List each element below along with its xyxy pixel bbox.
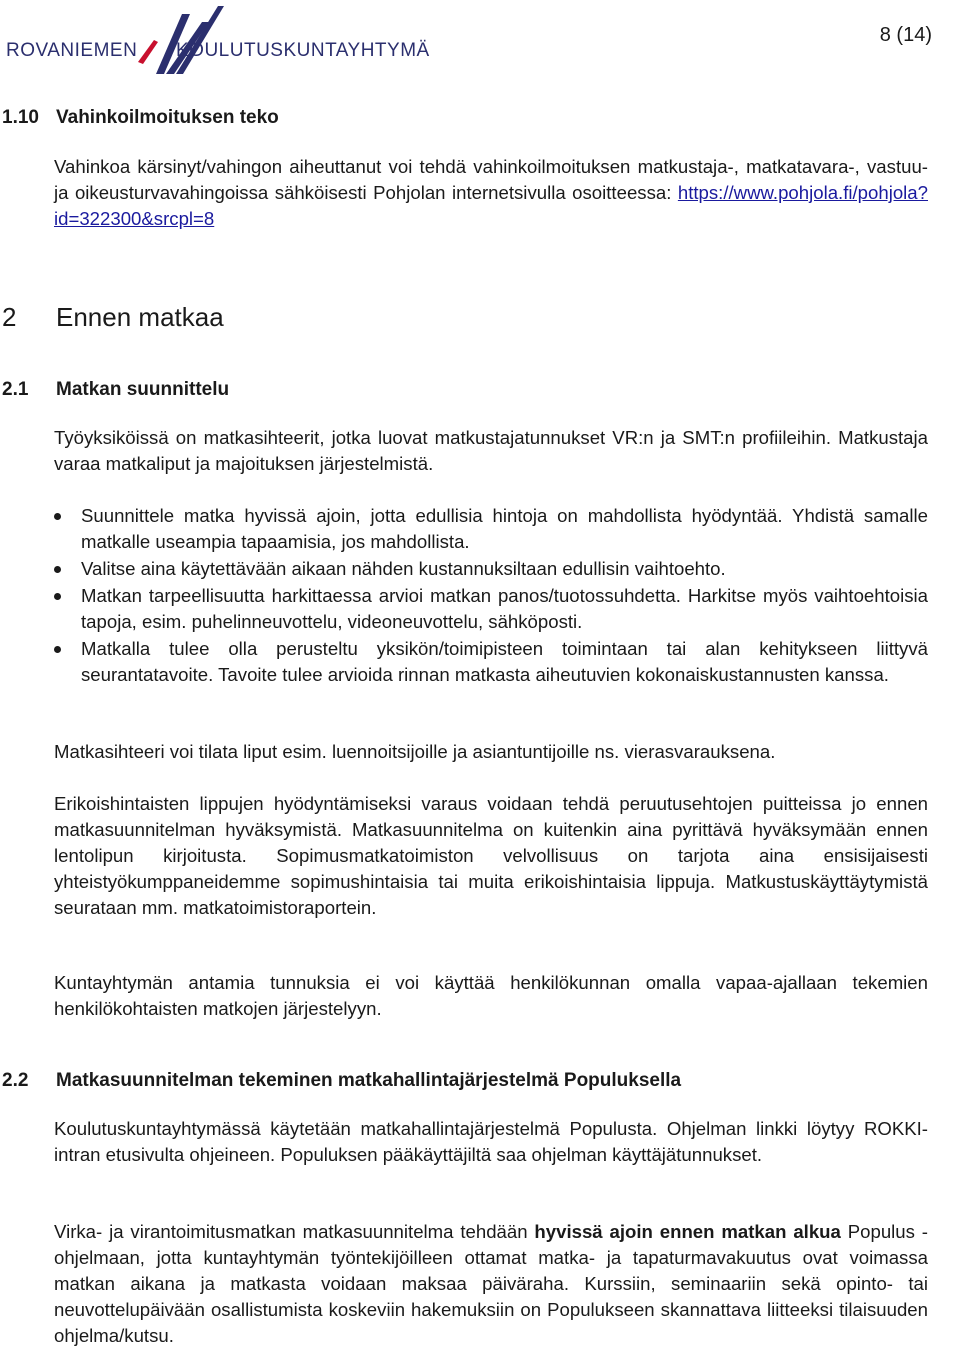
bullet-icon [54,646,61,653]
section-2-2-paragraph-1: Koulutuskuntayhtymässä käytetään matkahallintajärjestelmä Populusta. Ohjelman linkki löytyy ROKKI-intran etusivulta ohjeineen. Populuksen pääkäyttäjiltä saa ohjelman käyttäjätunnukset. [54,1118,928,1165]
list-item [54,636,928,688]
list-item [54,503,928,555]
bullet-text: Suunnittele matka hyvissä ajoin, jotta edullisia hintoja on mahdollista hyödyntää. Yhdistä samalle matkalle useampia tapaamisia, jos mahdollista. [81,505,928,552]
bullet-text: Matkan tarpeellisuutta harkittaessa arvioi matkan panos/tuotossuhdetta. Harkitse myös vaihtoehtoisia tapoja, esim. puhelinneuvottelu, videoneuvottelu, sähköposti. [81,585,928,632]
bullet-icon [54,593,61,600]
section-2-2-paragraph-2 [54,1219,928,1349]
bullet-text: Valitse aina käytettävään aikaan nähden kustannuksiltaan edullisin vaihtoehto. [81,558,726,579]
list-item [54,583,928,635]
section-2-2-title: Matkasuunnitelman tekeminen matkahallintajärjestelmä Populuksella [56,1070,682,1091]
chapter-2-number: 2 [2,302,17,332]
bullet-icon [54,566,61,573]
section-2-2-number: 2.2 [2,1070,29,1091]
page-number: 8 (14) [879,24,932,46]
organization-logo [6,4,430,76]
bullet-icon [54,513,61,520]
paragraph-text-start: Virka- ja virantoimitusmatkan matkasuunnitelma tehdään [54,1221,535,1242]
section-1-10-number: 1.10 [2,107,39,128]
section-1-10-title: Vahinkoilmoituksen teko [56,107,279,128]
section-2-1-number: 2.1 [2,379,29,400]
logo-text-right: KOULUTUSKUNTAYHTYMÄ [176,40,430,61]
bullet-text: Matkalla tulee olla perusteltu yksikön/toimipisteen toimintaan tai alan kehitykseen liittyvä seurantatavoite. Tavoite tulee arvioida rinnan matkasta aiheutuvien kokonaiskustannusten kanssa. [81,638,928,685]
section-1-10-paragraph [54,154,928,232]
section-2-1-paragraph-2: Erikoishintaisten lippujen hyödyntämiseksi varaus voidaan tehdä peruutusehtojen puitteissa jo ennen matkasuunnitelman hyväksymistä. Matkasuunnitelma on kuitenkin aina pyrittävä hyväksymään ennen lentolipun kirjoitusta. Sopimusmatkatoimiston velvollisuus on tarjota aina ensisijaisesti yhteistyökumppaneidemme sopimushintaisia tai muita erikoishintaisia lippuja. Matkustuskäyttäytymistä seurataan mm. matkatoimistoraportein. [54,793,928,918]
section-2-1-intro: Työyksiköissä on matkasihteerit, jotka luovat matkustajatunnukset VR:n ja SMT:n profiileihin. Matkustaja varaa matkaliput ja majoituksen järjestelmistä. [54,427,928,474]
chapter-2-title: Ennen matkaa [56,302,224,332]
paragraph-text-bold: hyvissä ajoin ennen matkan alkua [534,1221,841,1242]
section-1-10-text: Vahinkoa kärsinyt/vahingon aiheuttanut voi tehdä vahinkoilmoituksen matkustaja-, matkatavara-, vastuu- ja oikeusturvavahingoissa sähköisesti Pohjolan internetsivulla osoitteessa: [54,156,928,203]
logo-text-left: ROVANIEMEN [6,40,138,61]
list-item [54,556,928,582]
paragraph-text-end: Populus -ohjelmaan, jotta kuntayhtymän työntekijöilleen ottamat matka- ja tapaturmavakuutus ovat voimassa matkan aikana ja matkasta voidaan maksaa päiväraha. Kurssiin, seminaariin sekä opinto- tai neuvottelupäivään osallistumista koskeviin hakemuksiin on Populukseen skannattava liitteeksi tilaisuuden ohjelma/kutsu. [54,1221,928,1346]
planning-bullet-list [54,503,928,689]
pohjola-link[interactable]: https://www.pohjola.fi/pohjola?id=322300&srcpl=8 [54,182,928,229]
section-2-1-paragraph-1: Matkasihteeri voi tilata liput esim. luennoitsijoille ja asiantuntijoille ns. vierasvarauksena. [54,741,776,762]
section-2-1-paragraph-3: Kuntayhtymän antamia tunnuksia ei voi käyttää henkilökunnan omalla vapaa-ajallaan tekemien henkilökohtaisten matkojen järjestelyyn. [54,972,928,1019]
section-2-1-title: Matkan suunnittelu [56,379,230,400]
